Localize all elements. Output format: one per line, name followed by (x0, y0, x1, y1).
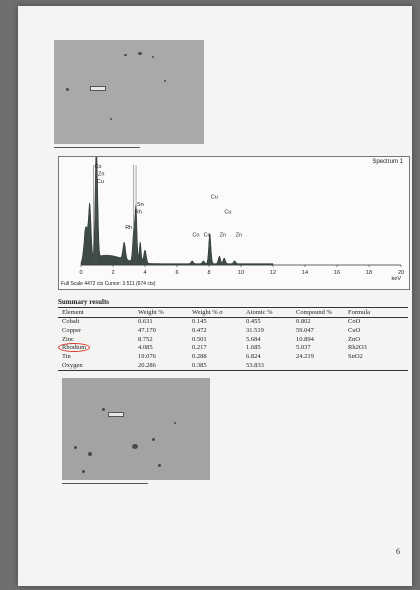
micrograph-bottom (62, 378, 210, 480)
particle (66, 88, 69, 91)
spectrum-title: Spectrum 1 (372, 159, 403, 165)
cell-weight-sigma: 0.217 (192, 344, 207, 352)
cell-element: Tin (62, 353, 71, 361)
micrograph-bottom-scalebar (62, 483, 148, 484)
micrograph-top (54, 40, 204, 144)
cell-atomic: 5.684 (246, 335, 261, 343)
peak-label: Rh (134, 209, 142, 216)
x-tick-label: 0 (79, 270, 83, 276)
x-tick-label: 6 (175, 270, 179, 276)
table-row (58, 335, 408, 344)
col-formula: Formula (348, 308, 371, 316)
summary-heading: Summary results (58, 298, 110, 306)
x-tick-label: 2 (111, 270, 115, 276)
table-row (58, 361, 408, 370)
particle (88, 452, 92, 456)
cell-compound (294, 361, 346, 370)
cell-formula: CoO (348, 318, 361, 326)
cell-element: Copper (62, 326, 82, 334)
table-row (58, 317, 408, 326)
x-tick-label: 18 (365, 270, 373, 276)
micrograph-top-scalebar (54, 147, 140, 148)
x-tick-label: 20 (397, 270, 405, 276)
particle (110, 118, 112, 120)
particle (138, 52, 142, 55)
table-row (58, 343, 408, 352)
particle (102, 408, 105, 411)
summary-results (58, 298, 408, 371)
table-row (58, 326, 408, 335)
x-tick-label: 16 (333, 270, 341, 276)
micrograph-scale-label (90, 86, 106, 91)
cell-formula: CuO (348, 326, 361, 334)
cell-weight: 8.752 (138, 335, 153, 343)
cell-weight-sigma: 0.145 (192, 318, 207, 326)
col-weight-sigma: Weight % σ (192, 308, 223, 316)
cell-element: Oxygen (62, 361, 83, 369)
particle (174, 422, 176, 424)
particle (152, 438, 155, 441)
summary-table (58, 307, 408, 371)
cell-weight: 20.286 (138, 361, 156, 369)
cell-atomic: 0.455 (246, 318, 261, 326)
cell-element: Cobalt (62, 318, 80, 326)
peak-label: Cu (224, 209, 232, 216)
peak-label: Rh (125, 224, 133, 231)
spectrum-profile (81, 157, 273, 265)
cell-weight-sigma: 0.288 (192, 353, 207, 361)
full-scale-readout: Full Scale 4472 cts Cursor: 3.511 (674 cts) (61, 281, 156, 287)
cell-atomic: 1.685 (246, 344, 261, 352)
cell-atomic: 31.519 (246, 326, 264, 334)
col-weight: Weight % (138, 308, 164, 316)
peak-label: Zn (219, 232, 227, 239)
summary-header-row (58, 308, 408, 318)
cell-element-highlighted (58, 343, 136, 352)
particle (74, 446, 77, 449)
x-tick-label: 12 (269, 270, 277, 276)
cell-compound: 24.219 (296, 353, 314, 361)
col-element: Element (62, 308, 84, 316)
cell-formula: Rh2O3 (348, 344, 367, 352)
particle (158, 464, 161, 467)
cell-atomic: 53.833 (246, 361, 264, 369)
x-tick-label: 10 (237, 270, 245, 276)
x-axis-unit: keV (391, 276, 401, 282)
x-tick-label: 4 (143, 270, 147, 276)
eds-spectrum-panel (58, 156, 410, 290)
table-row (58, 352, 408, 361)
cell-weight: 47.170 (138, 326, 156, 334)
peak-label: Co (192, 232, 200, 239)
particle (152, 56, 154, 58)
cell-formula (346, 361, 408, 370)
peak-label: Zn (98, 171, 105, 178)
cell-compound: 0.802 (296, 318, 311, 326)
eds-spectrum-chart (59, 157, 409, 289)
cell-formula: ZnO (348, 335, 360, 343)
peak-label: Cu (210, 194, 218, 201)
cell-weight: 19.076 (138, 353, 156, 361)
red-circle-annotation: Rhodium (58, 343, 90, 352)
x-tick-label: 14 (301, 270, 309, 276)
particle (124, 54, 127, 56)
cell-weight-sigma: 0.501 (192, 335, 207, 343)
peak-label: Zn (235, 232, 243, 239)
cell-compound: 5.037 (296, 344, 311, 352)
peak-label: Sn (137, 202, 144, 208)
x-tick-label: 8 (207, 270, 211, 276)
cell-compound: 59.047 (296, 326, 314, 334)
col-compound: Compound % (296, 308, 332, 316)
peak-label: Cu (96, 179, 104, 186)
cell-element: Zinc (62, 335, 74, 343)
cell-weight-sigma: 0.472 (192, 326, 207, 334)
particle (132, 444, 138, 449)
cell-formula: SnO2 (348, 353, 363, 361)
cell-atomic: 6.824 (246, 353, 261, 361)
particle (82, 470, 85, 473)
peak-label: Co (94, 164, 102, 170)
page-number: 6 (396, 547, 400, 556)
cell-weight: 0.631 (138, 318, 153, 326)
cell-weight-sigma: 0.385 (192, 361, 207, 369)
micrograph-scale-label (108, 412, 124, 417)
cell-weight: 4.085 (138, 344, 153, 352)
peak-label: Co (203, 232, 211, 239)
particle (164, 80, 166, 82)
document-page (18, 6, 412, 586)
col-atomic: Atomic % (246, 308, 273, 316)
cell-compound: 10.894 (296, 335, 314, 343)
